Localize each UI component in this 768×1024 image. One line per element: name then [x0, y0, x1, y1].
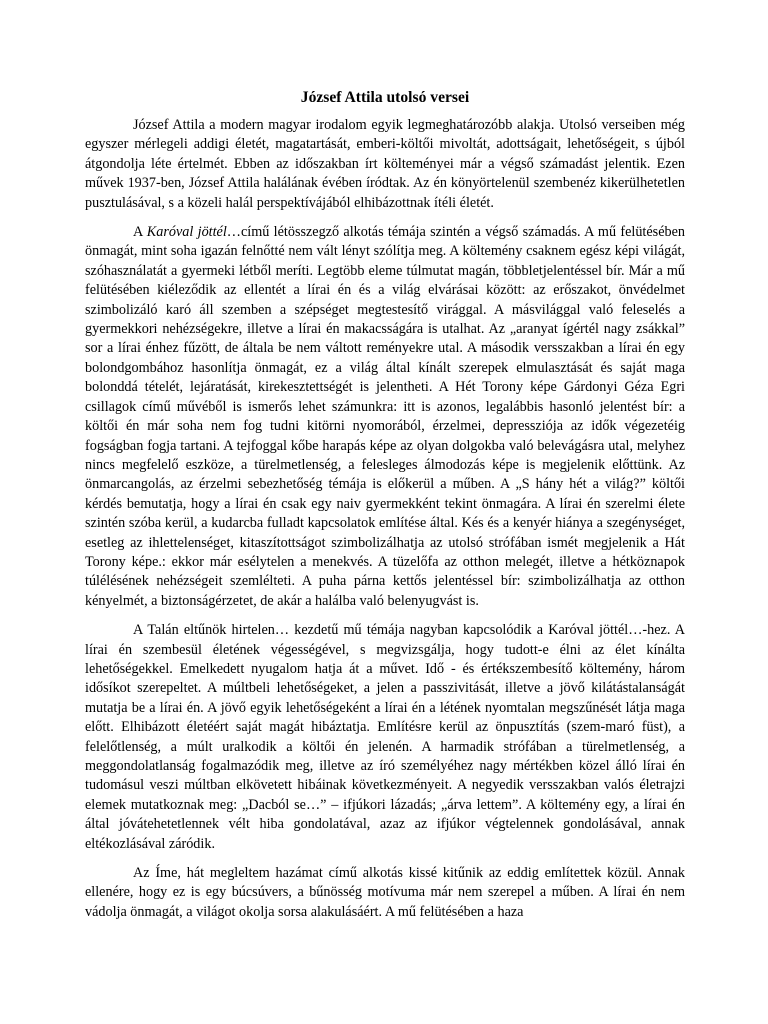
- paragraph-text: A Talán eltűnök hirtelen… kezdetű mű témája nagyban kapcsolódik a Karóval jöttél…-hez. A lírai én szembesül életének végességével, s megvizsgálja, hogy tudott-e élni az élet kínálta lehetőségekkel. Emelkedett nyugalom hatja át a művet. Idő - és értékszembesítő költemény, három idősíkot szerepeltet. A múltbeli lehetőségeket, a jelen a passzivitását, illetve a jövő kilátástalanságát mutatja be a lírai én. A jövő egyik lehetőségeként a lírai én a létének nyomtalan megszűnését látja maga előtt. Elhibázott életéért saját magát hibáztatja. Említésre kerül az önpusztítás (szem-maró füst), a felelőtlenség, a múlt uralkodik a költői én jelenén. A harmadik strófában a türelmetlenség, a meggondolatlanság fogalmazódik meg, illetve az író személyéhez nagy mértékben közel álló lírai én tudomásul veszi múltban elkövetett hibáinak következményeit. A negyedik versszakban valós életrajzi elemek mutatkoznak meg: „Dacból se…” – ifjúkori lázadás; „árva lettem”. A költemény egy, a lírai én által jóvátehetetlennek vélt hiba gondolatával, azaz az ifjúkor végtelennek gondolásával, annak eltékozlásával záródik.: [85, 622, 685, 852]
- document-body: [85, 116, 685, 922]
- paragraph-text: József Attila a modern magyar irodalom egyik legmeghatározóbb alakja. Utolsó verseiben még egyszer mérlegeli addigi életét, magatartását, emberi-költői mivoltát, adottságait, lehetőségeit, s újból átgondolja léte értelmét. Ebben az időszakban írt költeményei már a végső számadást jelentik. Ezen művek 1937-ben, József Attila halálának évében íródtak. Az én könyörtelenül szembenéz kikerülhetetlen pusztulásával, s a közeli halál perspektívájából elhibázottnak ítéli életét.: [85, 117, 685, 211]
- paragraph: [85, 621, 685, 854]
- paragraph: [85, 223, 685, 611]
- paragraph-text: A: [133, 224, 147, 241]
- paragraph-text: …című létösszegző alkotás témája szintén a végső számadás. A mű felütésében önmagát, mint soha igazán felnőtté nem vált lényt szólítja meg. A költemény csaknem egész képi világát, szóhasználatát a gyermeki létből meríti. Legtöbb eleme túlmutat magán, többletjelentéssel bír. Már a mű felütésében kiéleződik az ellentét a lírai én és a világ elvárásai között: az erőszakot, önvédelmet szimbolizáló karó áll szemben a szépséget megtestesítő virággal. A másvilággal való feleselés a gyermekkori nehézségekre, illetve a lírai én makacsságára is utalhat. Az „aranyat ígértél nagy zsákkal” sor a lírai énhez fűzött, de általa be nem váltott reményekre utal. A második versszakban a lírai én egy bolondgombához hasonlítja önmagát, ez a világ által kínált szerepek elmulasztását és saját maga bolonddá tételét, lejáratását, kirekesztettségét is jelentheti. A Hét Torony képe Gárdonyi Géza Egri csillagok című művéből is ismerős lehet számunkra: itt is azonos, legalábbis hasonló jelentést bír: a költői én már soha nem fog tudni kitörni nyomorából, érzelmei, depressziója az idők végezetéig fogságban fogja tartani. A tejfoggal kőbe harapás képe az olyan dolgokba való belevágásra utal, melyhez nincs megfelelő eszköze, a türelmetlenség, a felesleges álmodozás képe is megjelenik előttünk. Az önmarcangolás, az érzelmi sebezhetőség témája is előkerül a műben. A „S hány hét a világ?” költői kérdés bemutatja, hogy a lírai én csak egy naiv gyermekként tekint önmagára. A lírai én szerelmi élete szintén szóba kerül, a kudarcba fulladt kapcsolatok említése által. Kés és a kenyér hiánya a szegénységet, esetleg az ihlettelenséget, kitaszítottságot szimbolizálhatja az utolsó strófában ismét megjelenik a Hát Torony képe.: ekkor már esélytelen a menekvés. A tüzelőfa az otthon melegét, illetve a hétköznapok túlélésének nehézségeit szemlélteti. A puha párna kettős jelentéssel bír: szimbolizálhatja az otthon kényelmét, a biztonságérzetet, de akár a halálba való belenyugvást is.: [85, 224, 685, 609]
- document-title: József Attila utolsó versei: [300, 89, 470, 106]
- paragraph: [85, 864, 685, 922]
- paragraph-text: Az Íme, hát megleltem hazámat című alkotás kissé kitűnik az eddig említettek közül. Annak ellenére, hogy ez is egy búcsúvers, a bűnösség motívuma már nem szerepel a műben. A lírai én nem vádolja önmagát, a világot okolja sorsa alakulásáért. A mű felütésében a haza: [85, 865, 685, 920]
- paragraph: [85, 116, 685, 213]
- italic-text: Karóval jöttél: [146, 224, 227, 241]
